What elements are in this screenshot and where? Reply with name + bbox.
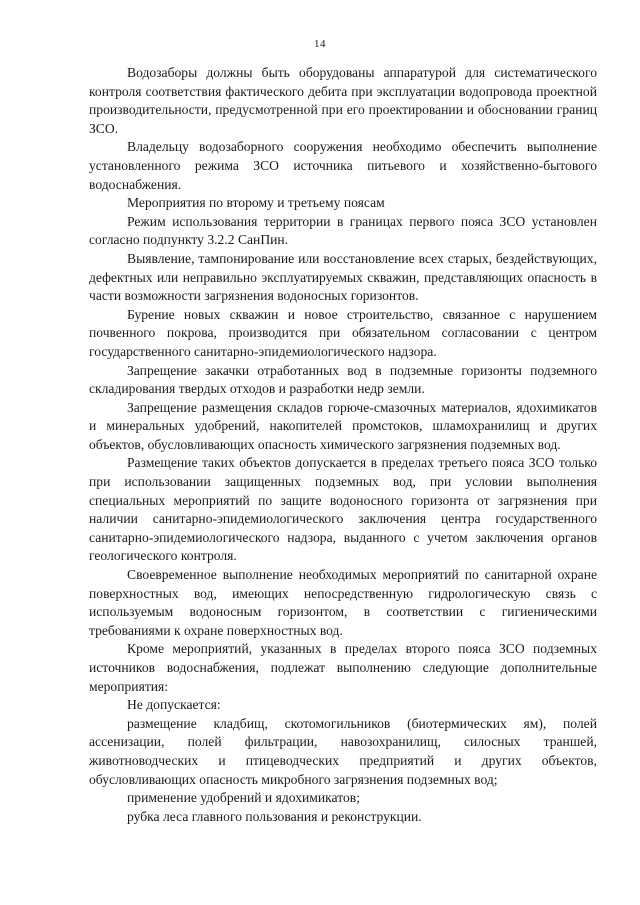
paragraph-first-belt-regime: Режим использования территории в границах первого пояса ЗСО установлен согласно подпункту 3.2.2 СанПин. <box>89 213 597 248</box>
list-item-fertilizers: применение удобрений и ядохимикатов; <box>127 790 360 806</box>
paragraph-additional-measures: Кроме мероприятий, указанных в пределах второго пояса ЗСО подземных источников водоснабжения, подлежат выполнению следующие дополнительные мероприятия: <box>89 641 597 694</box>
list-item-cemeteries: размещение кладбищ, скотомогильников (биотермических ям), полей ассенизации, полей фильтрации, навозохранилищ, силосных траншей, животноводческих и птицеводческих предприятий и других объектов, обусловливающих опасность микробного загрязнения подземных вод; <box>89 715 597 787</box>
page-body <box>89 64 597 826</box>
paragraph-not-allowed: Не допускается: <box>127 697 221 713</box>
paragraph-storage-ban: Запрещение размещения складов горюче-смазочных материалов, ядохимикатов и минеральных удобрений, накопителей промстоков, шламохранилищ и других объектов, обусловливающих опасность химического загрязнения подземных вод. <box>89 399 597 452</box>
page-number: 14 <box>314 38 326 50</box>
paragraph-surface-water-protection: Своевременное выполнение необходимых мероприятий по санитарной охране поверхностных вод, имеющих непосредственную гидрологическую связь с используемым водоносным горизонтом, в соответствии с гигиеническими требованиями к охране поверхностных вод. <box>89 567 597 638</box>
paragraph-water-intake-equipment: Водозаборы должны быть оборудованы аппаратурой для систематического контроля соответствия фактического дебита при эксплуатации водопровода проектной производительности, предусмотренной при его проектировании и обосновании границ ЗСО. <box>89 65 597 136</box>
paragraph-owner-obligation: Владельцу водозаборного сооружения необходимо обеспечить выполнение установленного режима ЗСО источника питьевого и хозяйственно-бытового водоснабжения. <box>89 139 597 192</box>
paragraph-new-drilling: Бурение новых скважин и новое строительство, связанное с нарушением почвенного покрова, производится при обязательном согласовании с центром государственного санитарно-эпидемиологического надзора. <box>89 306 597 359</box>
paragraph-third-belt-placement: Размещение таких объектов допускается в пределах третьего пояса ЗСО только при использовании защищенных подземных вод, при условии выполнения специальных мероприятий по защите водоносного горизонта от загрязнения при наличии санитарно-эпидемиологического заключения центра государственного санитарно-эпидемиологического надзора, выданного с учетом заключения органов геологического контроля. <box>89 455 597 564</box>
paragraph-injection-ban: Запрещение закачки отработанных вод в подземные горизонты подземного складирования твердых отходов и разработки недр земли. <box>89 362 597 397</box>
section-heading-belts: Мероприятия по второму и третьему поясам <box>127 195 385 211</box>
list-item-logging: рубка леса главного пользования и реконструкции. <box>127 808 422 824</box>
paragraph-old-wells: Выявление, тампонирование или восстановление всех старых, бездействующих, дефектных или неправильно эксплуатируемых скважин, представляющих опасность в части возможности загрязнения водоносных горизонтов. <box>89 250 597 304</box>
